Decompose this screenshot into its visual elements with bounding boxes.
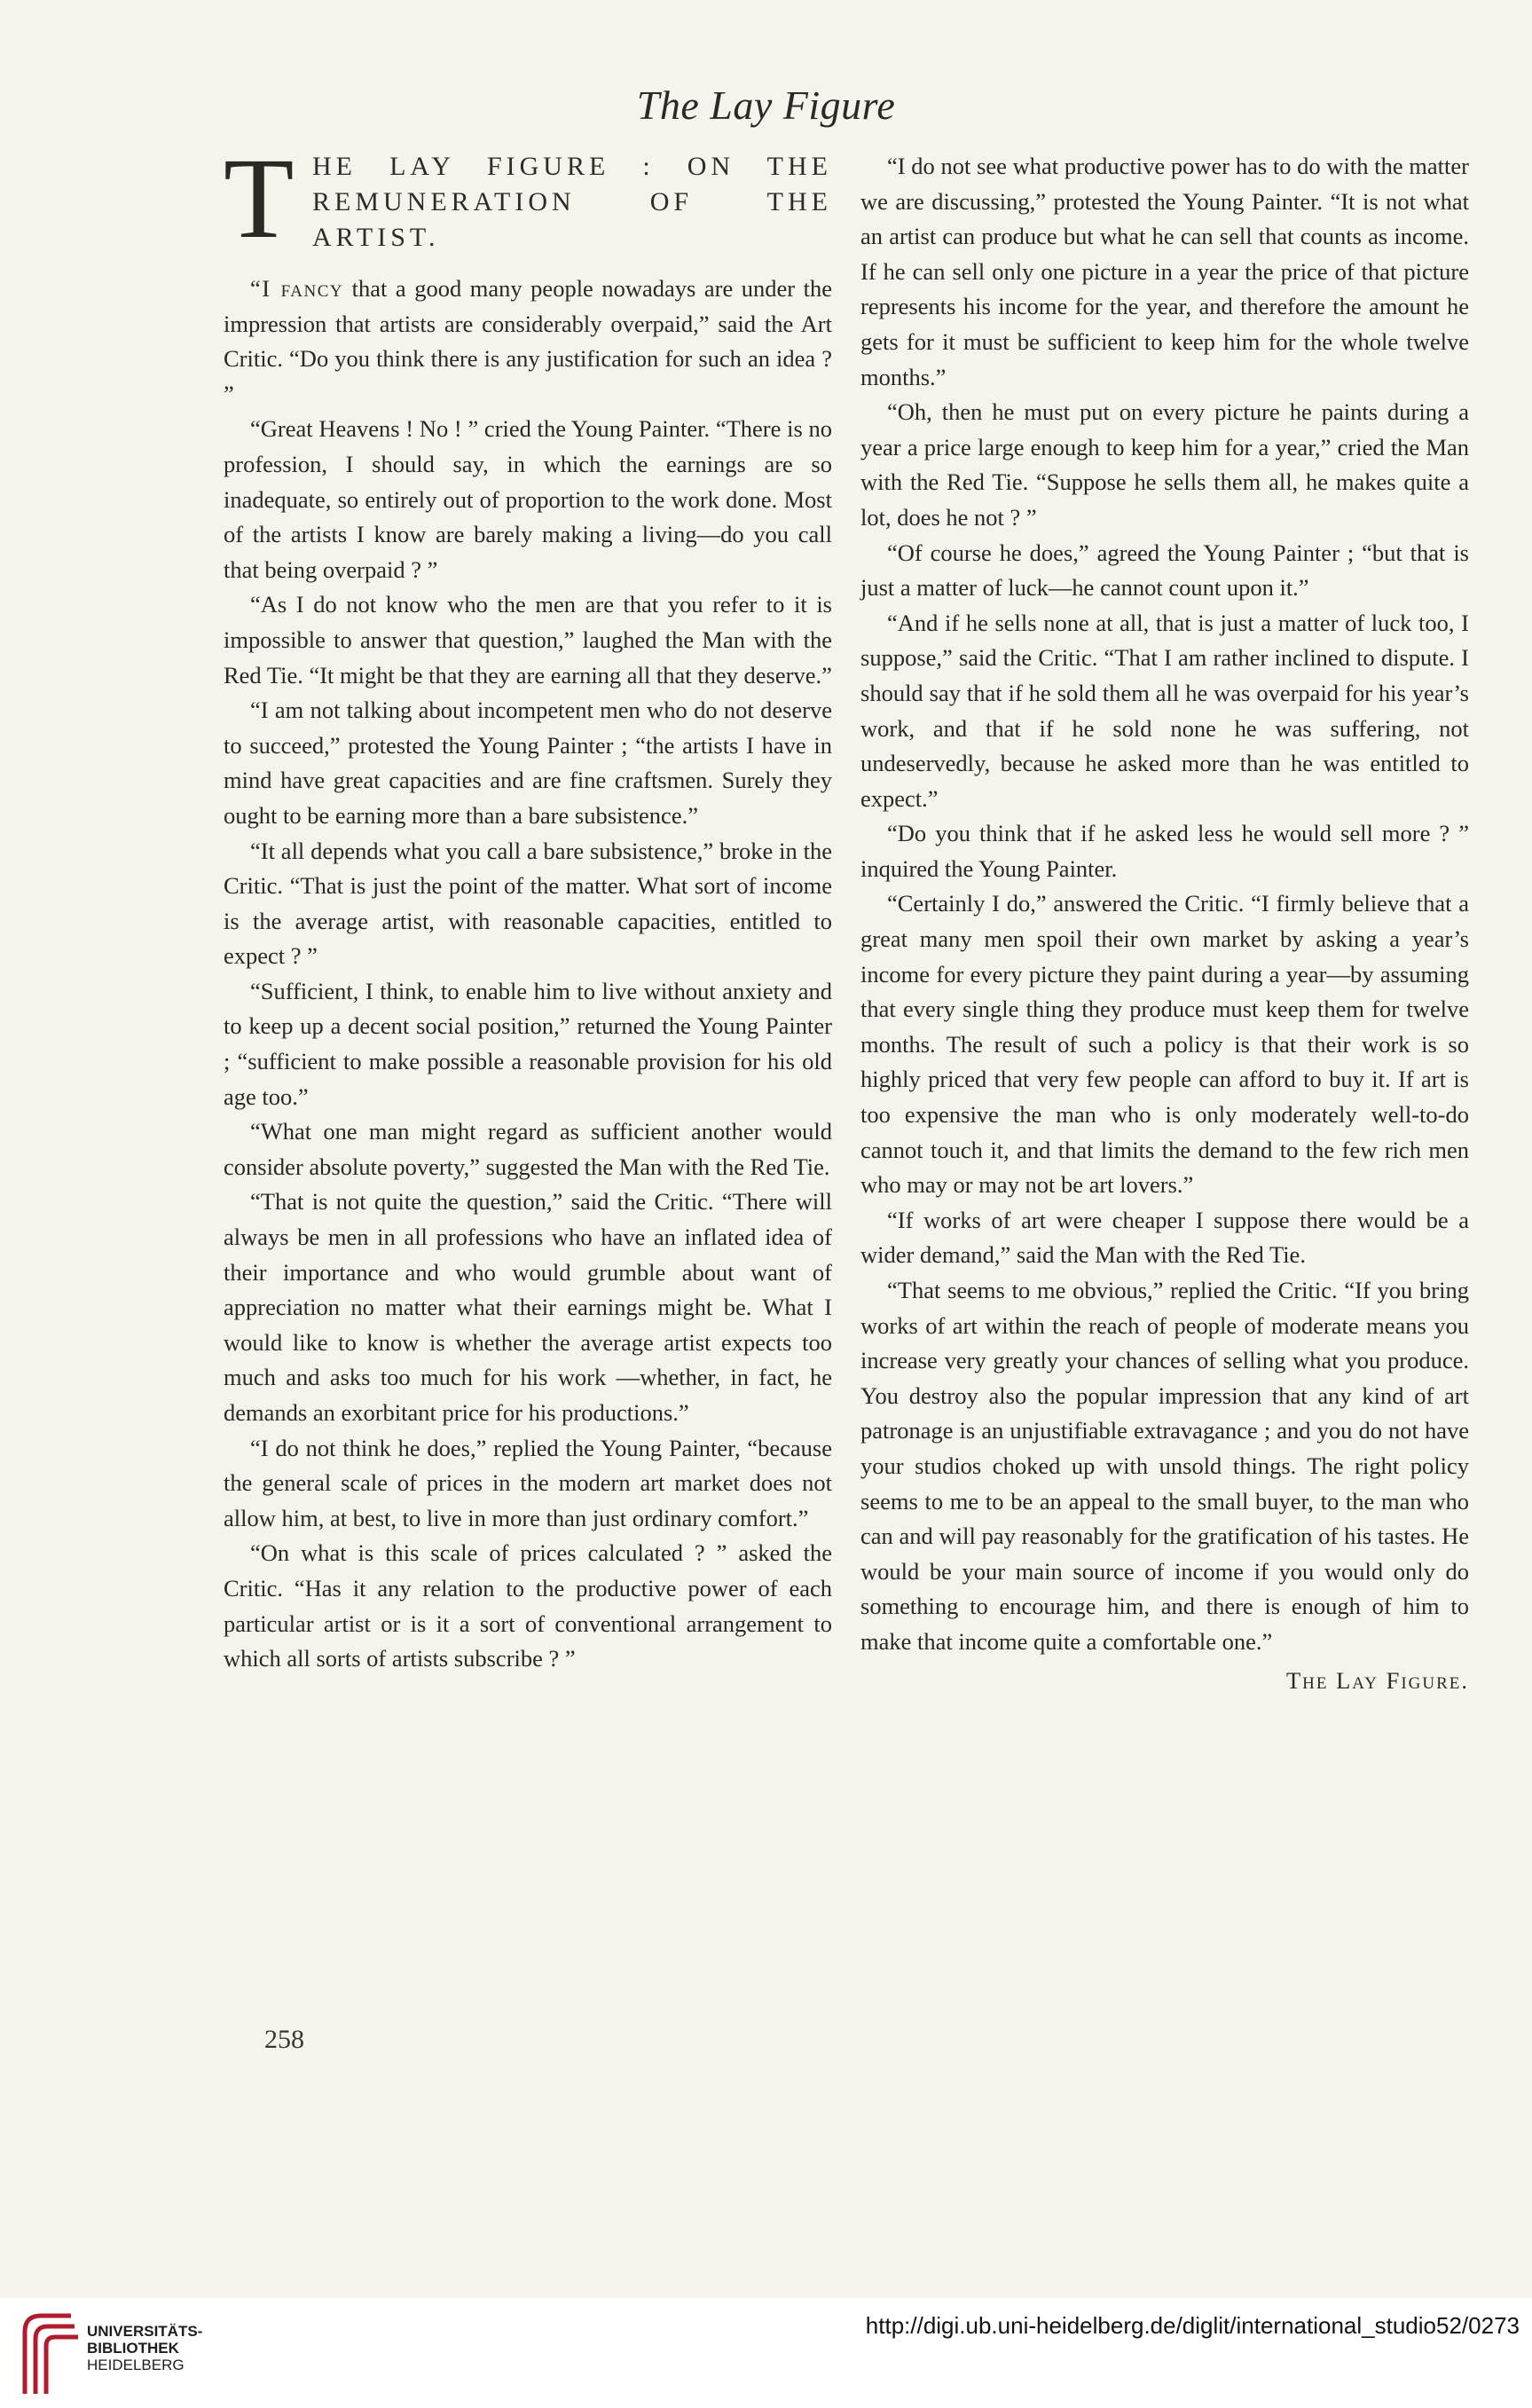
source-url-link[interactable]: http://digi.ub.uni-heidelberg.de/diglit/international_studio52/0273	[865, 2312, 1520, 2339]
drop-cap: T	[224, 135, 295, 263]
article-title: HE LAY FIGURE : ON THE REMUNERATION OF THE ARTIST.	[312, 152, 832, 252]
paragraph: “It all depends what you call a bare subsistence,” broke in the Critic. “That is just the point of the matter. What sort of income is the average artist, with reasonable capacities, entitled to expect ? ”	[224, 837, 832, 970]
paragraph: “What one man might regard as sufficient another would consider absolute poverty,” suggested the Man with the Red Tie.	[224, 1118, 832, 1180]
opening-smallcaps: “I fancy	[250, 275, 344, 302]
right-column	[860, 149, 1469, 1698]
paragraph: “If works of art were cheaper I suppose there would be a wider demand,” said the Man with the Red Tie.	[860, 1206, 1469, 1269]
paragraph: “I am not talking about incompetent men who do not deserve to succeed,” protested the Young Painter ; “the artists I have in mind have great capacities and are fine craftsmen. Surely they ought to be earning more than a bare subsistence.”	[224, 696, 832, 829]
library-logo-icon	[16, 2305, 87, 2401]
library-name-line1: UNIVERSITÄTS-	[87, 2323, 203, 2340]
paragraph: “On what is this scale of prices calculated ? ” asked the Critic. “Has it any relation to the productive power of each particular artist or is it a sort of conventional arrangement to which all sorts of artists subscribe ? ”	[224, 1539, 832, 1672]
library-name	[87, 2323, 202, 2373]
paragraph	[224, 271, 832, 412]
paragraph: “Oh, then he must put on every picture he paints during a year a price large enough to keep him for a year,” cried the Man with the Red Tie. “Suppose he sells them all, he makes quite a lot, does he not ? ”	[860, 398, 1469, 531]
paragraph: “Of course he does,” agreed the Young Painter ; “but that is just a matter of luck—he cannot count upon it.”	[860, 539, 1469, 602]
paragraph: “That is not quite the question,” said the Critic. “There will always be men in all professions who have an inflated idea of their importance and who would grumble about want of appreciation no matter what their earnings might be. What I would like to know is whether the average artist expects too much and asks too much for his work —whether, in fact, he demands an exorbitant price for his productions.”	[224, 1188, 832, 1426]
paragraph: “I do not think he does,” replied the Young Painter, “because the general scale of prices in the modern art market does not allow him, at best, to live in more than just ordinary comfort.”	[224, 1434, 832, 1531]
signature: The Lay Figure.	[1285, 1666, 1469, 1694]
paragraph: “I do not see what productive power has to do with the matter we are discussing,” protested the Young Painter. “It is not what an artist can produce but what he can sell that counts as income. If he can sell only one picture in a year the price of that picture represents his income for the year, and therefore the amount he gets for it must be sufficient to keep him for the whole twelve months.”	[860, 153, 1469, 390]
article-heading	[224, 135, 832, 263]
page-number: 258	[264, 2025, 304, 2054]
paragraph: “Certainly I do,” answered the Critic. “I firmly believe that a great many men spoil their own market by asking a year’s income for every picture they paint during a year—by assuming that every single thing they produce must keep them for twelve months. The result of such a policy is that their work is so highly priced that very few people can afford to buy it. If art is too expensive the man who is only moderately well-to-do cannot touch it, and that limits the demand to the few rich men who may or may not be art lovers.”	[860, 890, 1469, 1199]
library-name-line2: BIBLIOTHEK	[87, 2340, 179, 2357]
paragraph: “And if he sells none at all, that is just a matter of luck too, I suppose,” said the Critic. “That I am rather inclined to dispute. I should say that if he sold them all he was overpaid for his year’s work, and that if he sold none he was suffering, not undeservedly, because he asked more than he was entitled to expect.”	[860, 609, 1469, 812]
opening-text: that a good many people nowadays are under the impression that artists are considerably overpaid,” said the Art Critic. “Do you think there is any justification for such an idea ? ”	[224, 275, 832, 407]
left-column	[224, 135, 832, 1677]
library-name-line3: HEIDELBERG	[87, 2357, 185, 2373]
paragraph: “Great Heavens ! No ! ” cried the Young Painter. “There is no profession, I should say, in which the earnings are so inadequate, so entirely out of proportion to the work done. Most of the artists I know are barely making a living—do you call that being overpaid ? ”	[224, 415, 832, 583]
paragraph: “That seems to me obvious,” replied the Critic. “If you bring works of art within the reach of people of moderate means you increase very greatly your chances of selling what you produce. You destroy also the popular impression that any kind of art patronage is an unjustifiable extravagance ; and you do not have your studios choked up with unsold things. The right policy seems to me to be an appeal to the small buyer, to the man who can and will pay reasonably for the gratification of his tastes. He would be your main source of income if you would only do something to encourage him, and there is enough of him to make that income quite a comfortable one.”	[860, 1277, 1469, 1655]
paragraph: “Sufficient, I think, to enable him to live without anxiety and to keep up a decent social position,” returned the Young Painter ; “sufficient to make possible a reasonable provision for his old age too.”	[224, 977, 832, 1110]
paragraph: “Do you think that if he asked less he would sell more ? ” inquired the Young Painter.	[860, 820, 1469, 882]
paragraph: “As I do not know who the men are that you refer to it is impossible to answer that question,” laughed the Man with the Red Tie. “It might be that they are earning all that they deserve.”	[224, 591, 832, 689]
running-head: The Lay Figure	[636, 83, 896, 128]
